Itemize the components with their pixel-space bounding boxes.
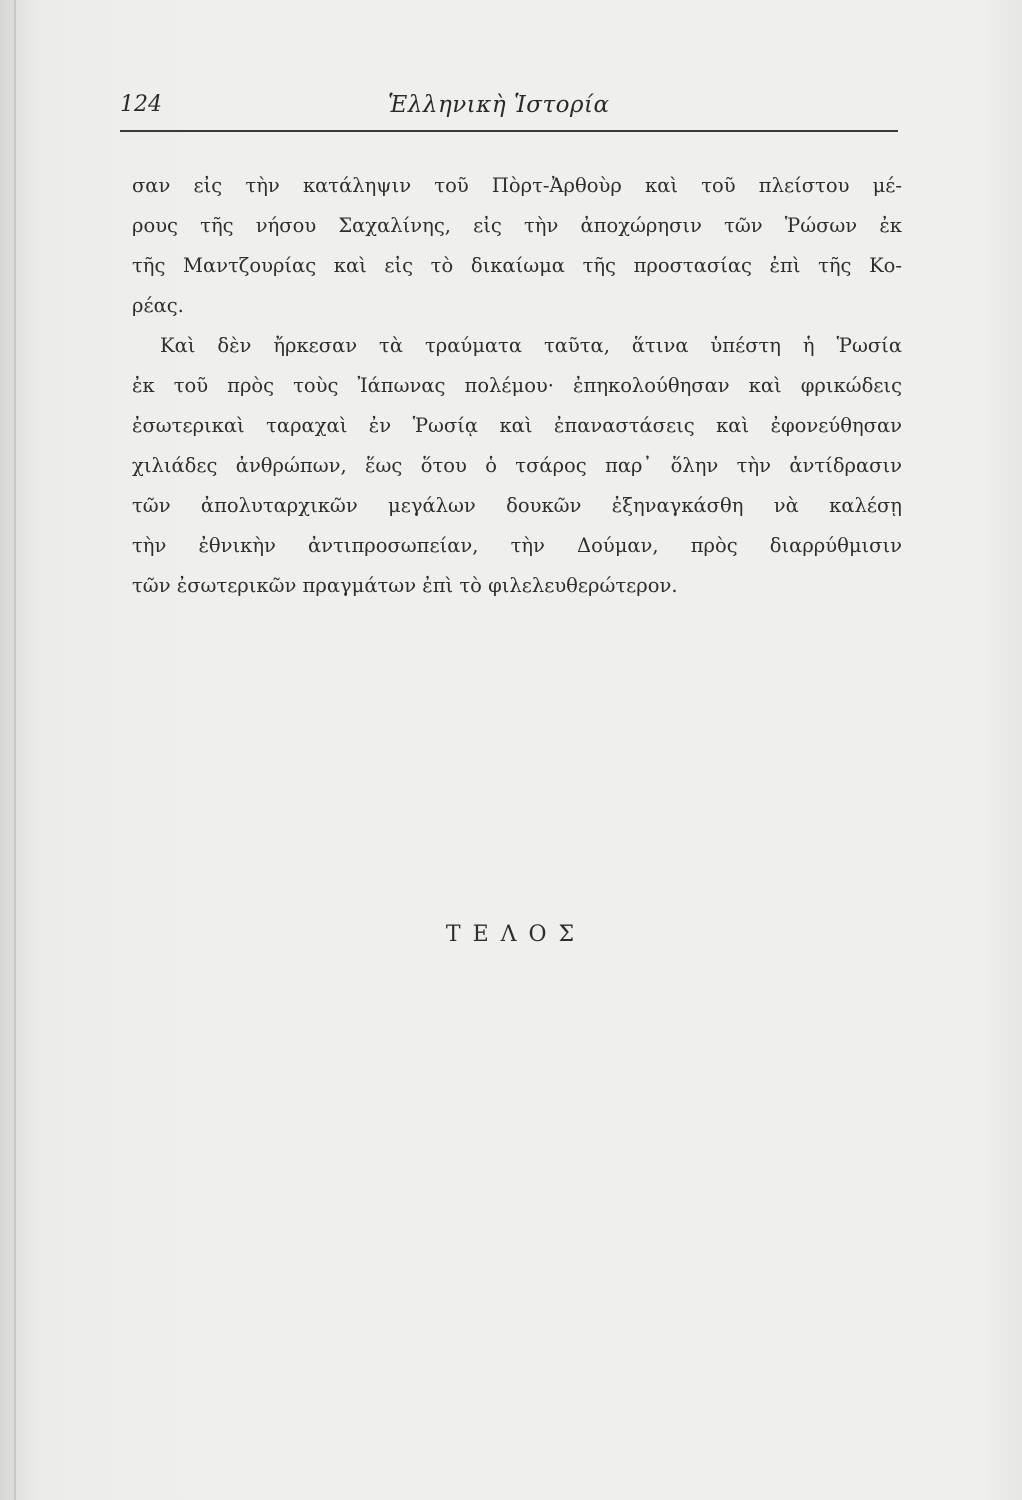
text-line: χιλιάδες ἀνθρώπων, ἕως ὅτου ὁ τσάρος παρ᾽ ὅλην τὴν ἀντίδρασιν bbox=[132, 454, 902, 477]
text-line: Καὶ δὲν ἤρκεσαν τὰ τραύματα ταῦτα, ἅτινα ὑπέστη ἡ Ῥωσία bbox=[160, 334, 902, 357]
text-line: τῆς Μαντζουρίας καὶ εἰς τὸ δικαίωμα τῆς προστασίας ἐπὶ τῆς Κο- bbox=[132, 254, 902, 277]
text-line: τὴν ἐθνικὴν ἀντιπροσωπείαν, τὴν Δούμαν, πρὸς διαρρύθμισιν bbox=[132, 534, 902, 557]
running-title: Ἑλληνικὴ Ἱστορία bbox=[388, 92, 610, 118]
text-line: τῶν ἐσωτερικῶν πραγμάτων ἐπὶ τὸ φιλελευθερώτερον. bbox=[132, 574, 678, 597]
end-mark: ΤΕΛΟΣ bbox=[445, 922, 587, 947]
paragraph-2 bbox=[132, 326, 902, 606]
text-line: τῶν ἀπολυταρχικῶν μεγάλων δουκῶν ἐξηναγκάσθη νὰ καλέσῃ bbox=[132, 494, 902, 517]
header-rule bbox=[120, 130, 898, 132]
running-head bbox=[120, 84, 898, 124]
page-spine-shadow bbox=[14, 0, 16, 1500]
page-number: 124 bbox=[120, 92, 162, 117]
text-line: ἐκ τοῦ πρὸς τοὺς Ἰάπωνας πολέμου· ἐπηκολούθησαν καὶ φρικώδεις bbox=[132, 374, 902, 397]
paragraph-1 bbox=[132, 166, 902, 326]
text-line: ἐσωτερικαὶ ταραχαὶ ἐν Ῥωσίᾳ καὶ ἐπαναστάσεις καὶ ἐφονεύθησαν bbox=[132, 414, 902, 437]
text-line: ρέας. bbox=[132, 294, 184, 317]
text-line: σαν εἰς τὴν κατάληψιν τοῦ Πὸρτ-Ἀρθοὺρ καὶ τοῦ πλείστου μέ- bbox=[132, 174, 902, 197]
body-text bbox=[132, 166, 902, 606]
text-line: ρους τῆς νήσου Σαχαλίνης, εἰς τὴν ἀποχώρησιν τῶν Ῥώσων ἐκ bbox=[132, 214, 902, 237]
